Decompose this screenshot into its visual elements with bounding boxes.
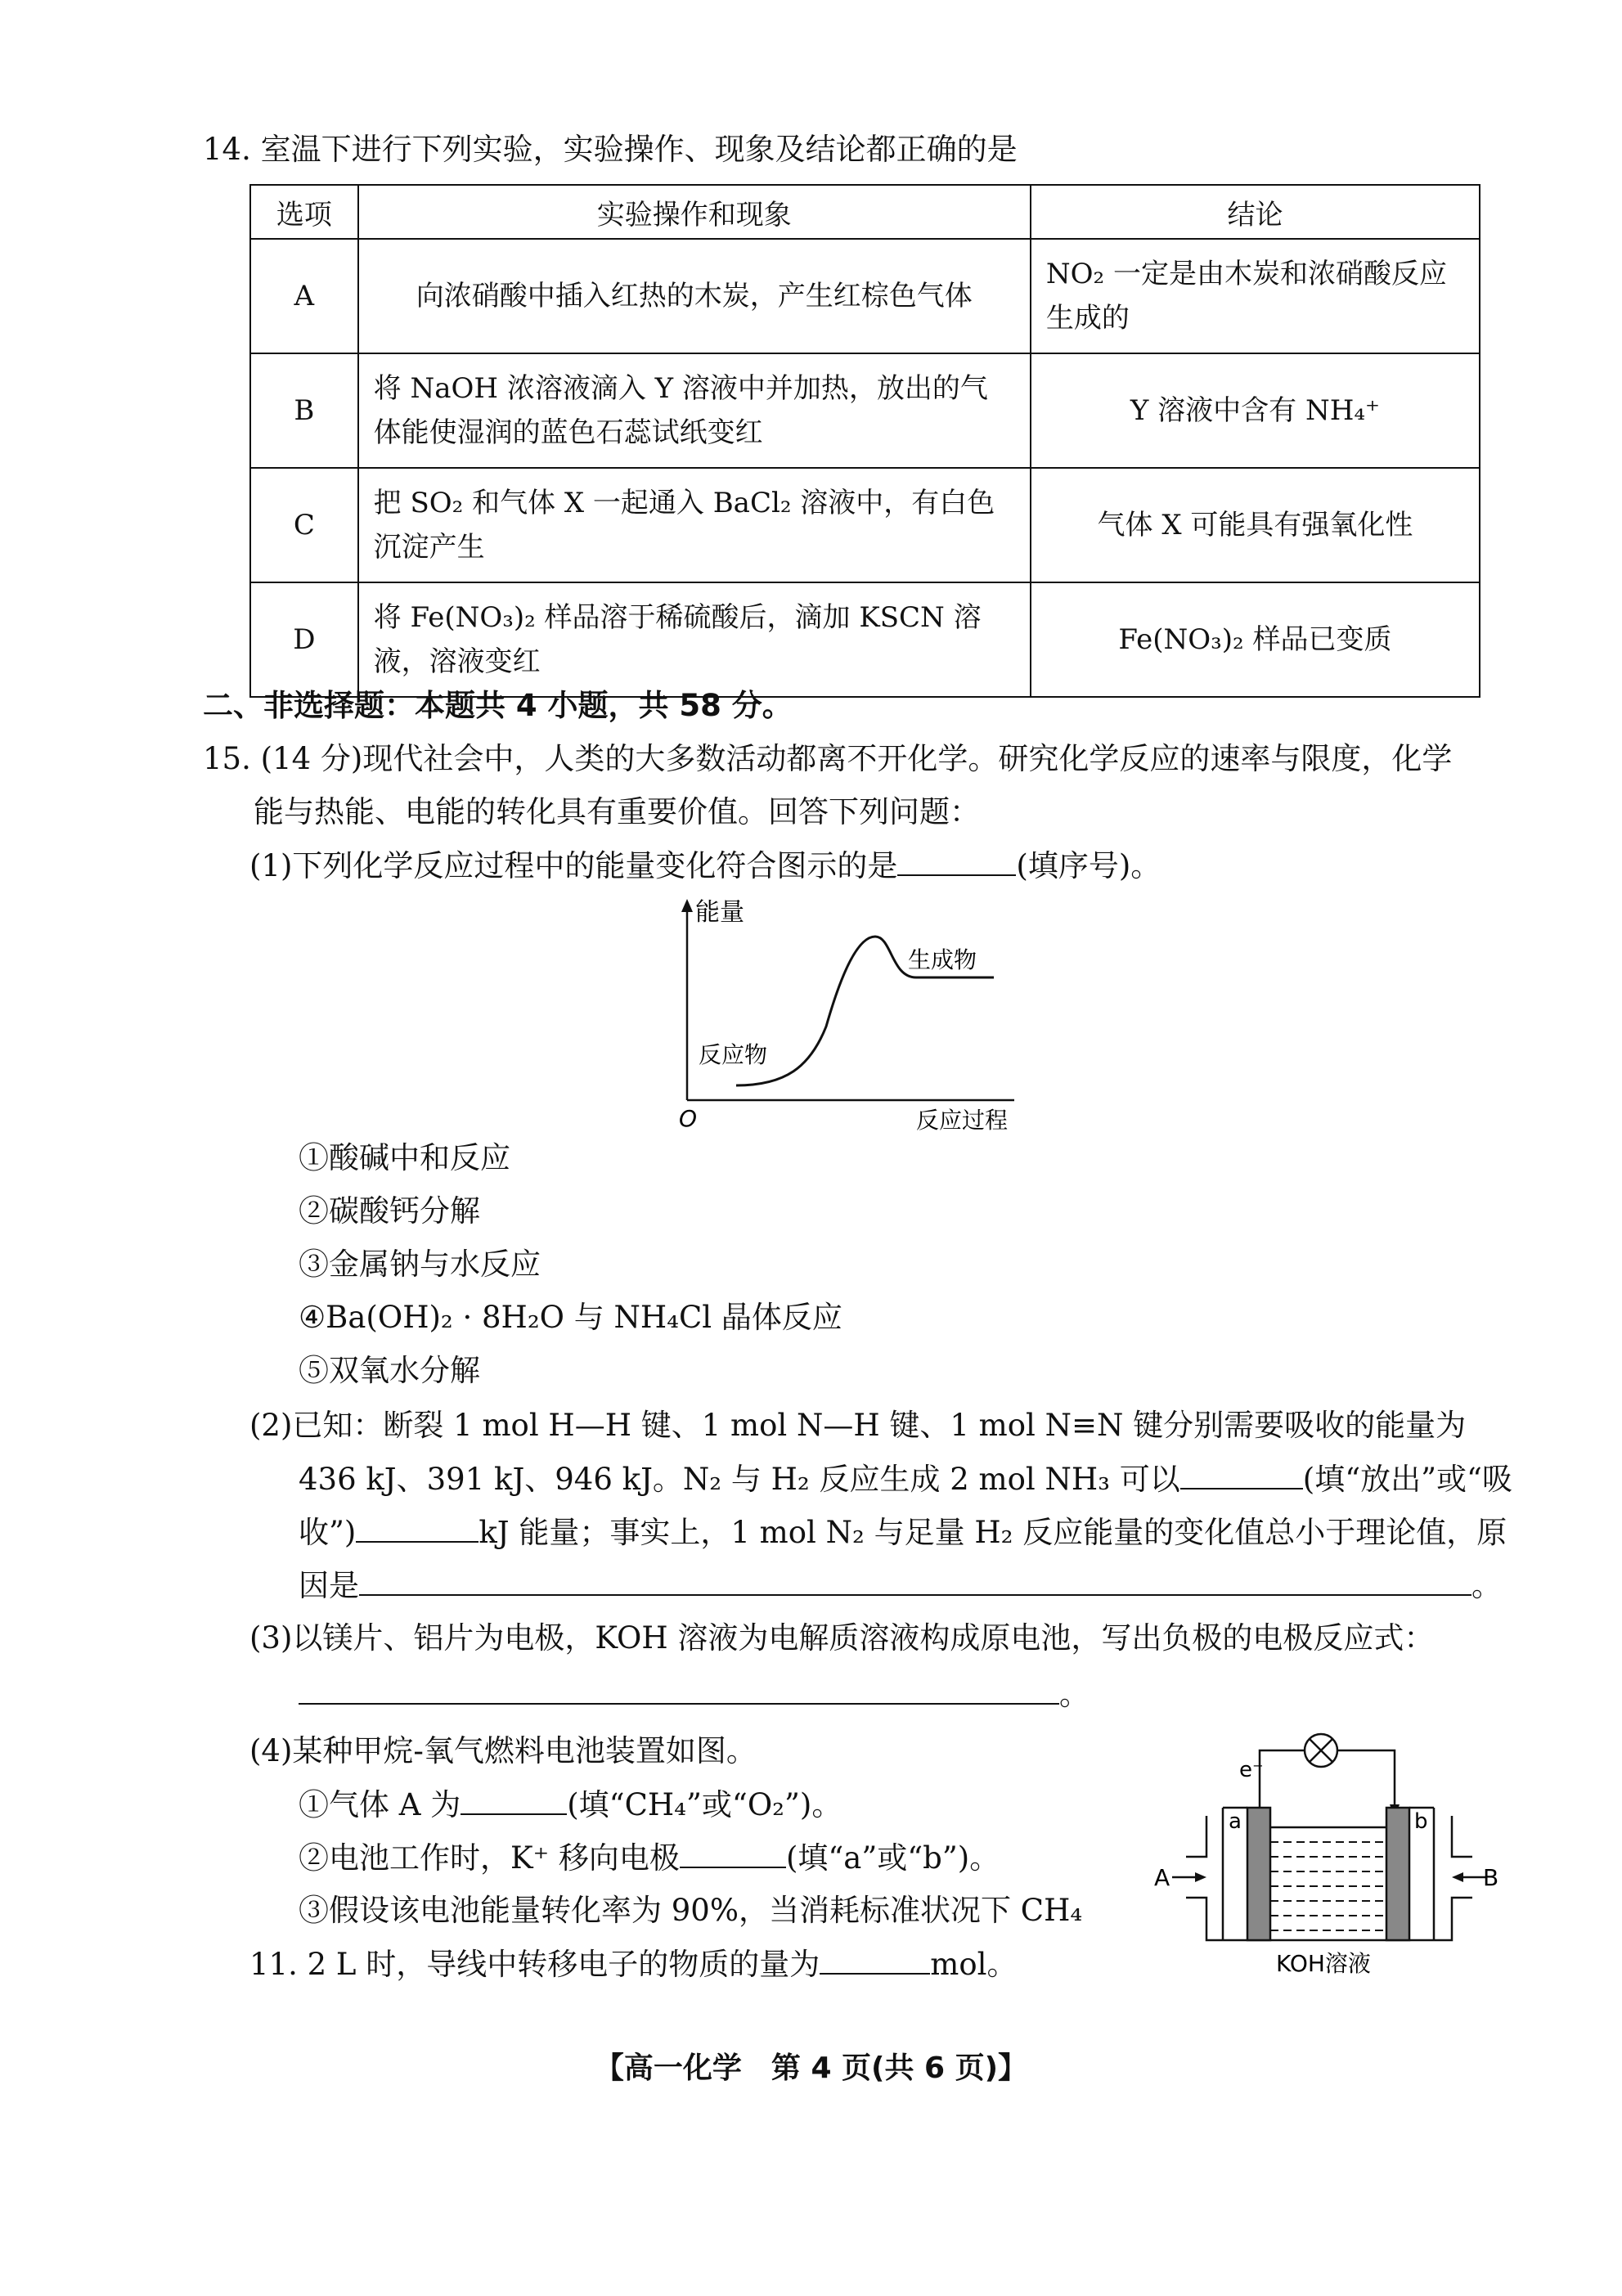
option-item: ②碳酸钙分解 [299,1193,480,1229]
q15-part4-item2 [299,1839,1000,1877]
q15-part2-text: 因是 [299,1568,359,1603]
table-row [250,353,1480,468]
answer-blank[interactable] [461,1786,567,1815]
q15-part1-text: (1)下列化学反应过程中的能量变化符合图示的是 [249,848,898,883]
gas-b-label: B [1483,1864,1499,1891]
operation-cell: 把 SO₂ 和气体 X 一起通入 BaCl₂ 溶液中，有白色沉淀产生 [358,468,1031,582]
operation-cell: 将 NaOH 浓溶液滴入 Y 溶液中并加热，放出的气体能使湿润的蓝色石蕊试纸变红 [358,353,1031,468]
electron-label: e⁻ [1239,1758,1264,1782]
option-item: ③金属钠与水反应 [299,1247,541,1282]
electrolyte-lines [1270,1842,1386,1930]
answer-blank[interactable] [1180,1460,1303,1489]
q15-part2-text: 。 [1471,1568,1502,1603]
q15-part1-suffix: (填序号)。 [1016,848,1161,883]
q15-part4-text: ①气体 A 为 [299,1787,461,1822]
origin-label: O [679,1105,698,1132]
answer-blank[interactable] [356,1513,479,1543]
q15-part4-item3-cont [249,1945,1017,1984]
conclusion-cell: NO₂ 一定是由木炭和浓硝酸反应生成的 [1031,239,1480,353]
table-header: 实验操作和现象 [358,185,1031,239]
conclusion-cell: Y 溶液中含有 NH₄⁺ [1031,353,1480,468]
q15-part2-text: kJ 能量；事实上，1 mol N₂ 与足量 H₂ 反应能量的变化值总小于理论值，原 [479,1515,1507,1550]
gas-b-arrow-icon [1452,1872,1463,1882]
table-header: 选项 [250,185,358,239]
q15-part3-line1: (3)以镁片、铝片为电极，KOH 溶液为电解质溶液构成原电池，写出负极的电极反应式： [249,1620,1435,1656]
experiment-table [249,184,1480,698]
option-item: ④Ba(OH)₂ · 8H₂O 与 NH₄Cl 晶体反应 [299,1300,842,1335]
q15-part4-title: (4)某种甲烷-氧气燃料电池装置如图。 [249,1733,757,1768]
conclusion-cell: 气体 X 可能具有强氧化性 [1031,468,1480,582]
q15-part4-item1 [299,1786,842,1824]
product-label: 生成物 [908,946,977,973]
option-letter: A [250,239,358,353]
electrode-a-label: a [1229,1809,1242,1834]
gas-a-arrow-icon [1195,1872,1206,1882]
section-heading: 二、非选择题：本题共 4 小题，共 58 分。 [203,688,793,723]
conclusion-cell: Fe(NO₃)₂ 样品已变质 [1031,582,1480,697]
table-header: 结论 [1031,185,1480,239]
option-letter: D [250,582,358,697]
q15-part2-text: (填“放出”或“吸 [1302,1462,1512,1497]
page-footer: 【高一化学 第 4 页(共 6 页)】 [594,2051,1028,2085]
y-axis-label: 能量 [695,898,744,927]
q15-intro-line1: 15. (14 分)现代社会中，人类的大多数活动都离不开化学。研究化学反应的速率与限度，化学 [203,741,1453,776]
fuel-cell-diagram [1154,1726,1501,1979]
x-axis-label: 反应过程 [916,1107,1009,1134]
y-axis-arrow-icon [681,899,693,912]
q15-part4-text: (填“CH₄”或“O₂”)。 [567,1787,842,1822]
operation-cell: 将 Fe(NO₃)₂ 样品溶于稀硫酸后，滴加 KSCN 溶液，溶液变红 [358,582,1031,697]
q15-part2-line1: (2)已知：断裂 1 mol H—H 键、1 mol N—H 键、1 mol N≡N 键分别需要吸收的能量为 [249,1408,1467,1443]
q15-part4-text: ②电池工作时，K⁺ 移向电极 [299,1840,680,1876]
q14-stem: 14. 室温下进行下列实验，实验操作、现象及结论都正确的是 [203,132,1018,167]
q15-part4-text: 11. 2 L 时，导线中转移电子的物质的量为 [249,1947,820,1982]
option-letter: C [250,468,358,582]
electrolyte-label: KOH溶液 [1276,1950,1371,1977]
q15-part4-item3: ③假设该电池能量转化率为 90%，当消耗标准状况下 CH₄ [299,1893,1083,1928]
option-item: ①酸碱中和反应 [299,1140,510,1175]
q15-part2-text: 436 kJ、391 kJ、946 kJ。N₂ 与 H₂ 反应生成 2 mol NH₃ 可以 [299,1462,1180,1497]
table-row [250,582,1480,697]
electrode-b [1386,1808,1409,1940]
q15-part3-text: 。 [1059,1677,1090,1712]
reactant-label: 反应物 [699,1041,768,1068]
q15-part2-line4 [299,1566,1502,1605]
electrode-b-label: b [1414,1809,1428,1834]
answer-blank[interactable] [359,1566,1471,1596]
gas-a-label: A [1154,1864,1170,1891]
table-row [250,468,1480,582]
operation-cell: 向浓硝酸中插入红热的木炭，产生红棕色气体 [358,239,1031,353]
cell-container [1186,1816,1472,1940]
answer-blank[interactable] [680,1839,786,1868]
option-item: ⑤双氧水分解 [299,1353,480,1388]
energy-diagram [671,896,1022,1133]
table-row [250,239,1480,353]
table-header-row [250,185,1480,239]
electrode-a [1247,1808,1270,1940]
q15-part2-line2 [299,1460,1512,1498]
answer-blank[interactable] [897,847,1016,876]
q15-part3-line2 [299,1675,1090,1714]
q15-part2-line3 [299,1513,1507,1552]
q15-part4-text: (填“a”或“b”)。 [785,1840,1000,1876]
q15-part4-text: mol。 [930,1947,1018,1982]
q15-part1 [249,847,1161,885]
q15-part2-text: 收”) [299,1515,357,1550]
q15-intro-line2: 能与热能、电能的转化具有重要价值。回答下列问题： [254,794,980,829]
answer-blank[interactable] [820,1945,930,1975]
answer-blank[interactable] [299,1675,1059,1705]
option-letter: B [250,353,358,468]
